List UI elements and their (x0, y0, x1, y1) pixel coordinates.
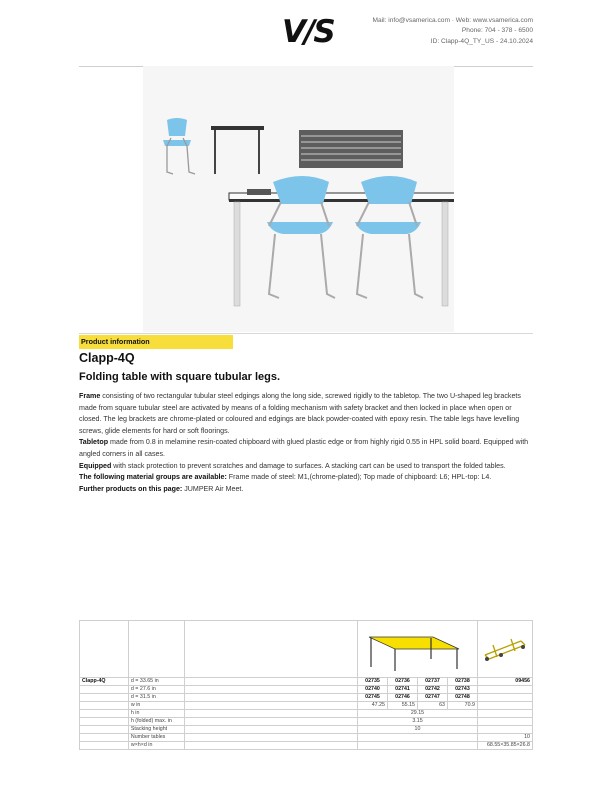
product-photo (143, 66, 454, 332)
contact-block (373, 16, 533, 47)
table-row: w in 47.25 55.15 63 70.9 (80, 702, 533, 710)
small-chair-illustration (163, 118, 195, 174)
table-row: Number tables 10 (80, 734, 533, 742)
description-tabletop: Tabletop made from 0.8 in melamine resin-coated chipboard with glued plastic edge or from highly rigid 0.55 in HPL solid board. Equipped with angled corners in all cases. (79, 438, 529, 458)
table-row: h (folded) max. in 3.15 (80, 718, 533, 726)
product-description (79, 391, 533, 495)
contact-line: Mail: info@vsamerica.com · Web: www.vsamerica.com (372, 17, 533, 24)
phone-line: Phone: 704 - 378 - 6500 (461, 27, 533, 35)
product-name: Clapp-4Q (79, 351, 135, 365)
photo-divider (79, 333, 533, 334)
cart-thumbnail (477, 621, 532, 678)
large-table-illustration (229, 189, 454, 306)
brand-logo: V/S (282, 14, 334, 50)
table-row: d = 27.6 in 02740 02741 02742 02743 (80, 686, 533, 694)
spec-image-row (80, 621, 533, 678)
product-subtitle: Folding table with square tubular legs. (79, 371, 281, 383)
stacked-tables-illustration (299, 130, 403, 168)
document-id: ID: Clapp-4Q_TY_US - 24.10.2024 (430, 37, 533, 45)
description-frame: Frame consisting of two rectangular tubular steel edgings along the long side, screwed rigidly to the tabletop. The two U-shaped leg brackets made from square tubular steel are activated by means of a folding mechanism with safety bracket and then locked in place when open or closed. The leg brackets are chrome-plated or coloured and edgings are black powder-coated with epoxy resin. The table legs have levelling screws, glide elements for hard or soft floorings. (79, 392, 521, 435)
table-row: h in 29.15 (80, 710, 533, 718)
small-table-illustration (211, 126, 264, 174)
section-label: Product information (79, 335, 233, 349)
description-materials: The following material groups are available: Frame made of steel: M1,(chrome-plated); Top made of chipboard: L6; HPL-top: L4. (79, 473, 492, 482)
spec-table (79, 620, 533, 750)
description-equipped: Equipped with stack protection to prevent scratches and damage to surfaces. A stacking cart can be used to transport the folded tables. (79, 461, 506, 470)
table-row: d = 31.5 in 02745 02746 02747 02748 (80, 694, 533, 702)
table-row: Stacking height 10 (80, 726, 533, 734)
table-row: w×h×d in 68.55×35.85×26.8 (80, 742, 533, 750)
table-row: Clapp-4Q d = 33.65 in 02735 02736 02737 02738 09456 (80, 678, 533, 686)
description-further-products: Further products on this page: JUMPER Air Meet. (79, 484, 244, 493)
table-thumbnail (358, 621, 478, 678)
